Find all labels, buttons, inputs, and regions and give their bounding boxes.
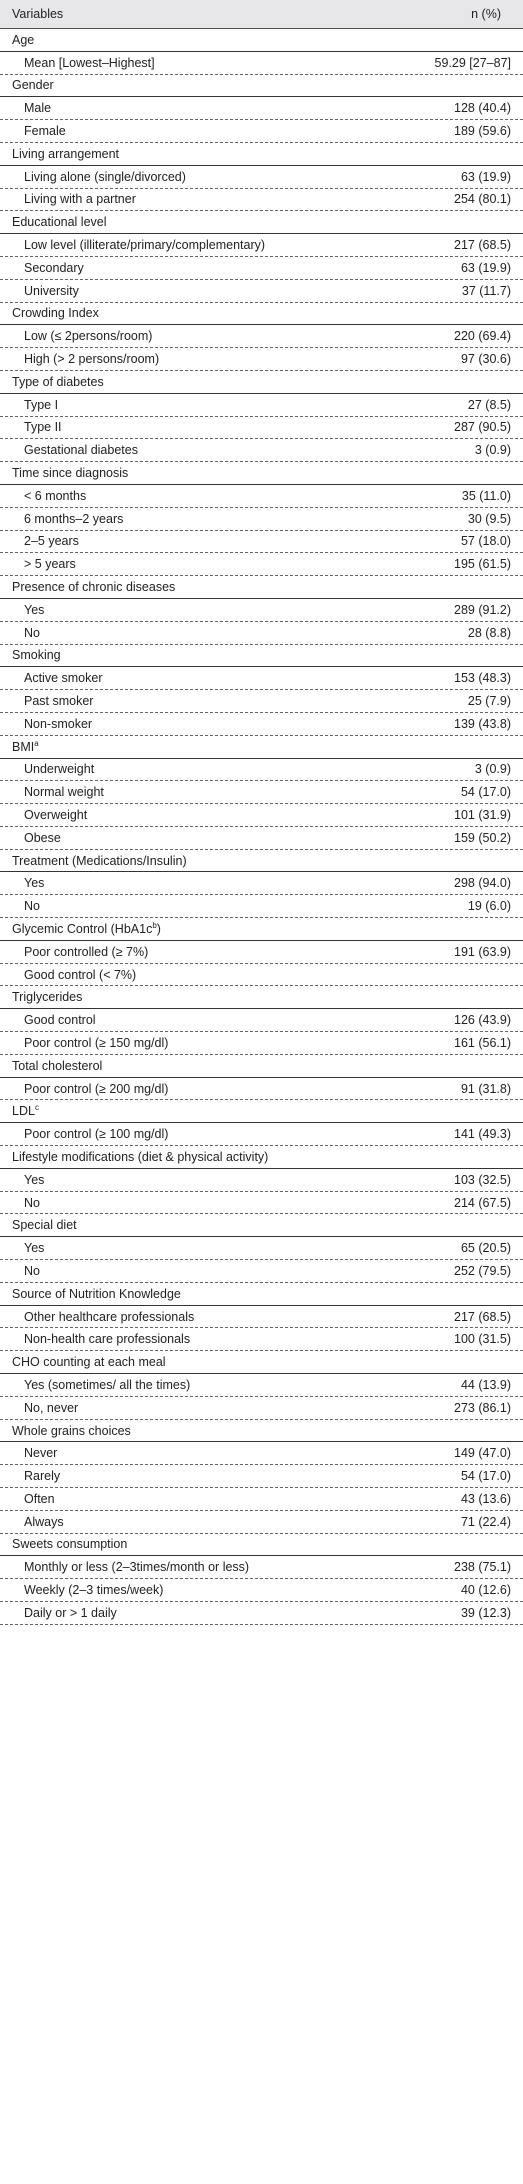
category-row [0, 29, 523, 52]
category-row [0, 1146, 523, 1169]
row-label: 6 months–2 years [24, 511, 124, 526]
category-label: Lifestyle modifications (diet & physical activity) [12, 1149, 269, 1164]
row-value: 19 (6.0) [467, 899, 511, 914]
row-label: Overweight [24, 807, 88, 822]
row-label: Poor control (≥ 200 mg/dl) [24, 1081, 169, 1096]
table-row [0, 1192, 523, 1215]
row-value: 101 (31.9) [454, 807, 511, 822]
category-label: Sweets consumption [12, 1537, 128, 1552]
table-row [0, 1511, 523, 1534]
table-row [0, 781, 523, 804]
row-value: 54 (17.0) [460, 1469, 511, 1484]
row-value: 161 (56.1) [454, 1035, 511, 1050]
table-row [0, 1488, 523, 1511]
row-label: Always [24, 1514, 64, 1529]
table-row [0, 325, 523, 348]
row-label: Yes [24, 1172, 45, 1187]
row-label: Never [24, 1446, 58, 1461]
row-value: 149 (47.0) [454, 1446, 511, 1461]
table-row [0, 553, 523, 576]
category-row [0, 371, 523, 394]
table-row [0, 1306, 523, 1329]
row-value: 97 (30.6) [460, 352, 511, 367]
row-label: Mean [Lowest–Highest] [24, 55, 155, 70]
table-row [0, 964, 523, 987]
row-label: Non-health care professionals [24, 1332, 191, 1347]
row-label: Active smoker [24, 671, 103, 686]
category-label: Age [12, 32, 35, 47]
row-label: Often [24, 1491, 55, 1506]
row-label: 2–5 years [24, 534, 79, 549]
row-value: 43 (13.6) [460, 1491, 511, 1506]
category-label: Smoking [12, 648, 61, 663]
row-label: No [24, 1195, 40, 1210]
category-row [0, 1055, 523, 1078]
category-label: Time since diagnosis [12, 466, 129, 481]
row-label: Female [24, 124, 66, 139]
row-label: High (> 2 persons/room) [24, 352, 160, 367]
row-value: 71 (22.4) [460, 1514, 511, 1529]
row-value: 63 (19.9) [460, 260, 511, 275]
category-row [0, 143, 523, 166]
row-label: No [24, 625, 40, 640]
table-row [0, 1078, 523, 1101]
table-row [0, 667, 523, 690]
row-label: Good control (< 7%) [24, 967, 137, 982]
table-row [0, 895, 523, 918]
table-row [0, 120, 523, 143]
row-value: 3 (0.9) [474, 443, 511, 458]
row-value: 25 (7.9) [467, 694, 511, 708]
table-body [0, 29, 523, 1625]
table-row [0, 872, 523, 895]
category-row [0, 75, 523, 98]
row-label: > 5 years [24, 557, 76, 572]
row-value: 59.29 [27–87] [434, 55, 511, 70]
row-label: Low (≤ 2persons/room) [24, 329, 153, 344]
table-row [0, 52, 523, 75]
row-label: Non-smoker [24, 716, 93, 731]
row-label: No [24, 1263, 40, 1278]
category-row [0, 1420, 523, 1443]
category-row [0, 303, 523, 326]
row-value: 27 (8.5) [467, 397, 511, 412]
category-label: BMI$^a$ [12, 738, 39, 754]
table-row [0, 1442, 523, 1465]
table-row [0, 508, 523, 531]
table-row [0, 234, 523, 257]
table-row [0, 599, 523, 622]
row-value: 28 (8.8) [467, 625, 511, 640]
table-row [0, 166, 523, 189]
table-row [0, 1009, 523, 1032]
row-value: 189 (59.6) [454, 124, 511, 139]
table-row [0, 713, 523, 736]
row-label: Yes (sometimes/ all the times) [24, 1377, 191, 1392]
category-label: Treatment (Medications/Insulin) [12, 853, 187, 868]
table-row [0, 417, 523, 440]
table-row [0, 280, 523, 303]
row-value: 220 (69.4) [454, 329, 511, 344]
category-row [0, 1100, 523, 1123]
category-label: Source of Nutrition Knowledge [12, 1286, 181, 1301]
row-label: Past smoker [24, 694, 94, 708]
footnote-marker: a [34, 738, 39, 748]
row-value: 191 (63.9) [454, 944, 511, 959]
category-row [0, 576, 523, 599]
row-value: 54 (17.0) [460, 785, 511, 800]
table-row [0, 1032, 523, 1055]
category-label: Triglycerides [12, 990, 83, 1005]
table-row [0, 485, 523, 508]
row-value: 254 (80.1) [454, 192, 511, 207]
row-label: Yes [24, 602, 45, 617]
row-label: Gestational diabetes [24, 443, 138, 458]
row-value: 159 (50.2) [454, 830, 511, 845]
table-row [0, 1602, 523, 1625]
row-label: Type I [24, 397, 59, 412]
row-label: Yes [24, 1241, 45, 1256]
row-label: Normal weight [24, 785, 104, 800]
category-label: Crowding Index [12, 306, 99, 321]
row-value: 195 (61.5) [454, 557, 511, 572]
table-row [0, 1237, 523, 1260]
row-label: Weekly (2–3 times/week) [24, 1583, 164, 1598]
category-row [0, 850, 523, 873]
table-row [0, 804, 523, 827]
row-value: 141 (49.3) [454, 1127, 511, 1142]
category-row [0, 986, 523, 1009]
category-row [0, 1283, 523, 1306]
row-value: 273 (86.1) [454, 1400, 511, 1415]
table-row [0, 1397, 523, 1420]
row-label: No [24, 899, 40, 914]
table-row [0, 348, 523, 371]
table-row [0, 97, 523, 120]
row-label: Living alone (single/divorced) [24, 169, 186, 184]
category-row [0, 736, 523, 759]
row-value: 57 (18.0) [460, 534, 511, 549]
table-row [0, 1260, 523, 1283]
row-value: 91 (31.8) [460, 1081, 511, 1096]
row-value: 217 (68.5) [454, 1309, 511, 1324]
category-label: Gender [12, 78, 54, 93]
category-row [0, 1534, 523, 1557]
row-value: 35 (11.0) [461, 488, 511, 503]
table-row [0, 1579, 523, 1602]
table-row [0, 439, 523, 462]
row-label: Male [24, 101, 52, 116]
category-label: Total cholesterol [12, 1058, 103, 1073]
row-value: 139 (43.8) [454, 716, 511, 731]
row-label: < 6 months [24, 488, 87, 503]
table-row [0, 531, 523, 554]
category-row [0, 462, 523, 485]
table-row [0, 1123, 523, 1146]
table-row [0, 394, 523, 417]
row-value: 217 (68.5) [454, 238, 511, 253]
table-row [0, 759, 523, 782]
table-row [0, 257, 523, 280]
row-label: No, never [24, 1400, 79, 1415]
table-row [0, 1374, 523, 1397]
category-row [0, 1214, 523, 1237]
row-value: 30 (9.5) [467, 511, 511, 526]
row-label: Daily or > 1 daily [24, 1605, 117, 1620]
header-n-percent: n (%) [471, 7, 501, 21]
row-value: 126 (43.9) [454, 1013, 511, 1028]
row-value: 44 (13.9) [460, 1377, 511, 1392]
row-value: 287 (90.5) [454, 420, 511, 435]
row-value: 153 (48.3) [454, 671, 511, 686]
category-row [0, 1351, 523, 1374]
row-value: 40 (12.6) [460, 1583, 511, 1598]
category-label: Presence of chronic diseases [12, 580, 176, 595]
row-value: 252 (79.5) [454, 1263, 511, 1278]
table-row [0, 189, 523, 212]
category-row [0, 918, 523, 941]
category-label: Whole grains choices [12, 1423, 131, 1438]
row-label: Secondary [24, 260, 84, 275]
category-label: Living arrangement [12, 146, 120, 161]
category-row [0, 645, 523, 668]
table-row [0, 1169, 523, 1192]
table-row [0, 690, 523, 713]
row-label: Poor controlled (≥ 7%) [24, 944, 149, 959]
row-value: 289 (91.2) [454, 602, 511, 617]
row-label: Other healthcare professionals [24, 1309, 195, 1324]
category-label: Special diet [12, 1218, 77, 1233]
table-row [0, 1465, 523, 1488]
row-label: Monthly or less (2–3times/month or less) [24, 1560, 250, 1575]
row-value: 298 (94.0) [454, 876, 511, 891]
row-value: 65 (20.5) [460, 1241, 511, 1256]
table-row [0, 827, 523, 850]
row-label: Poor control (≥ 100 mg/dl) [24, 1127, 169, 1142]
row-value: 128 (40.4) [454, 101, 511, 116]
row-value: 238 (75.1) [454, 1560, 511, 1575]
row-label: Poor control (≥ 150 mg/dl) [24, 1035, 169, 1050]
category-row [0, 211, 523, 234]
row-label: Good control [24, 1013, 96, 1028]
row-label: Obese [24, 830, 61, 845]
footnote-marker: c [34, 1103, 39, 1113]
table-row [0, 941, 523, 964]
category-label: Glycemic Control $(HbA1c^b)$ [12, 920, 161, 936]
row-label: Type II [24, 420, 62, 435]
table-header [0, 0, 523, 29]
row-label: Yes [24, 876, 45, 891]
category-label: Educational level [12, 215, 107, 230]
row-value: 37 (11.7) [461, 283, 511, 298]
row-value: 100 (31.5) [454, 1332, 511, 1347]
row-label: Living with a partner [24, 192, 136, 207]
row-value: 214 (67.5) [454, 1195, 511, 1210]
row-label: University [24, 283, 79, 298]
footnote-marker: b [152, 920, 157, 930]
category-label: CHO counting at each meal [12, 1355, 166, 1370]
row-label: Rarely [24, 1469, 61, 1484]
row-value: 3 (0.9) [474, 762, 511, 777]
category-label: LDL$^c$ [12, 1103, 39, 1119]
row-value: 39 (12.3) [460, 1605, 511, 1620]
row-value: 103 (32.5) [454, 1172, 511, 1187]
header-variables: Variables [12, 7, 64, 21]
table-row [0, 1328, 523, 1351]
row-value: 63 (19.9) [460, 169, 511, 184]
row-label: Low level (illiterate/primary/complementary) [24, 238, 266, 253]
table-row [0, 1556, 523, 1579]
row-label: Underweight [24, 762, 95, 777]
table-row [0, 622, 523, 645]
category-label: Type of diabetes [12, 374, 104, 389]
